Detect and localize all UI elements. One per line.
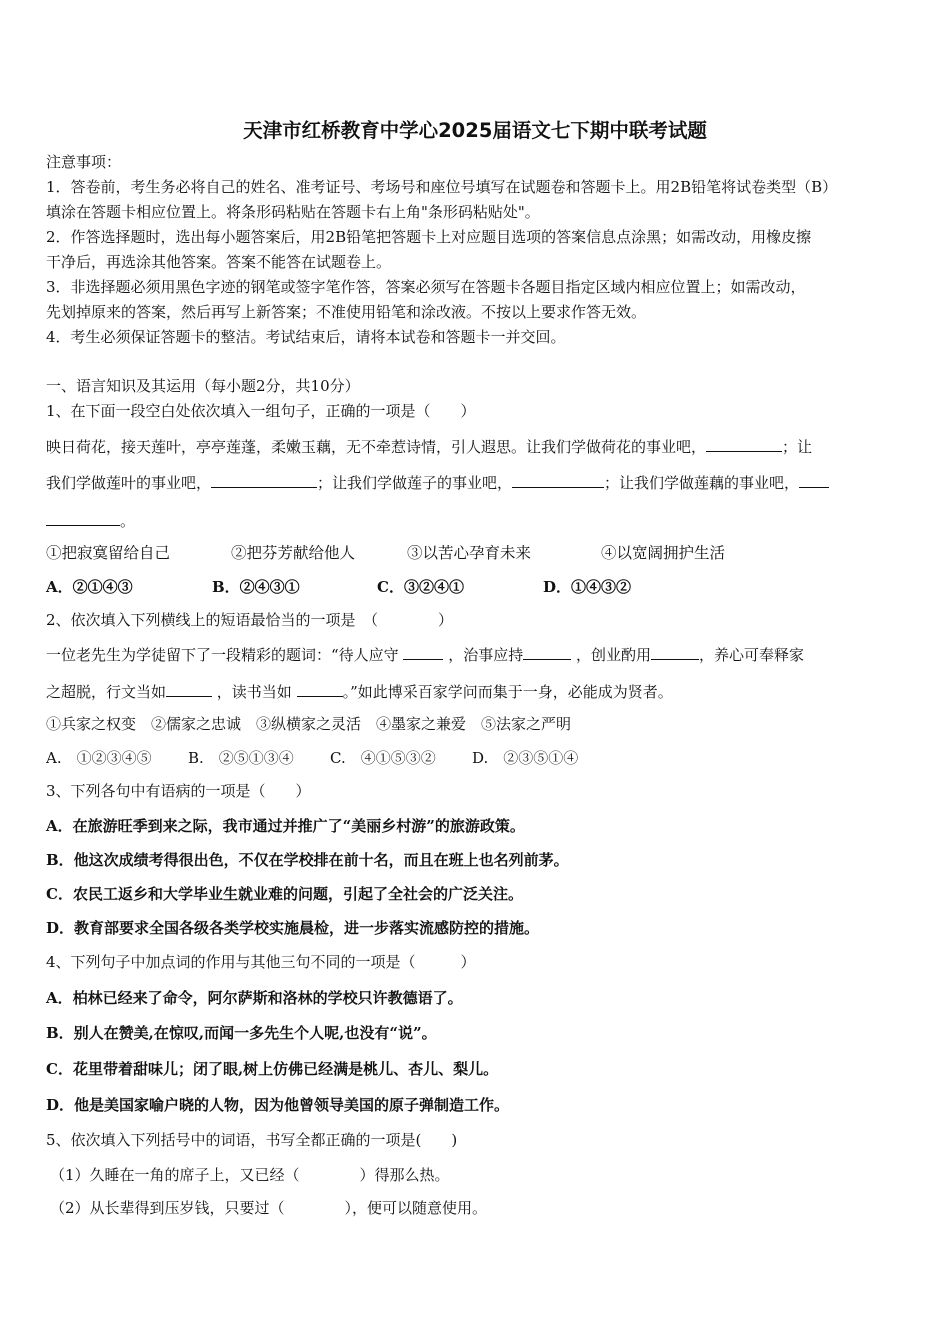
notice-line: 干净后，再选涂其他答案。答案不能答在试题卷上。 — [46, 253, 392, 271]
passage-text: ；让 — [782, 438, 813, 456]
notice-line: 2．作答选择题时，选出每小题答案后，用2B铅笔把答题卡上对应题目选项的答案信息点涂黑；如需改动，用橡皮擦 — [46, 228, 812, 246]
answer-blank[interactable] — [297, 681, 343, 697]
passage-text: 我们学做莲叶的事业吧， — [46, 474, 212, 492]
answer-option[interactable]: D．①④③② — [543, 578, 632, 596]
answer-option[interactable]: D．教育部要求全国各级各类学校实施晨检，进一步落实流感防控的措施。 — [46, 919, 540, 937]
answer-option[interactable]: D. ②③⑤①④ — [472, 749, 579, 767]
passage-text: 。 — [120, 512, 136, 530]
notice-line: 填涂在答题卡相应位置上。将条形码粘贴在答题卡右上角"条形码粘贴处"。 — [46, 203, 540, 221]
answer-blank[interactable] — [706, 436, 782, 452]
passage-text: ；让我们学做莲藕的事业吧， — [604, 474, 800, 492]
answer-blank[interactable] — [799, 472, 829, 488]
question-passage — [46, 472, 829, 493]
answer-option[interactable]: C．农民工返乡和大学毕业生就业难的问题，引起了全社会的广泛关注。 — [46, 885, 523, 903]
passage-text: ，治事应持 — [448, 646, 524, 664]
choice-items: ①兵家之权变 ②儒家之忠诚 ③纵横家之灵活 ④墨家之兼爱 ⑤法家之严明 — [46, 715, 572, 733]
question-stem: 4、下列句子中加点词的作用与其他三句不同的一项是（ ） — [46, 953, 476, 971]
answer-option[interactable]: A．柏林已经来了命令，阿尔萨斯和洛林的学校只许教德语了。 — [46, 989, 463, 1007]
choice-item: ③以苦心孕育未来 — [407, 544, 532, 562]
sub-item: （1）久睡在一角的席子上，又已经（ ）得那么热。 — [50, 1166, 450, 1184]
passage-text: 映日荷花，接天莲叶，亭亭莲蓬，柔嫩玉藕，无不牵惹诗情，引人遐思。让我们学做荷花的事业吧， — [46, 438, 707, 456]
answer-blank[interactable] — [523, 644, 571, 660]
passage-text: ，创业酌用 — [576, 646, 652, 664]
answer-blank[interactable] — [512, 472, 604, 488]
answer-blank[interactable] — [46, 510, 120, 526]
notice-line: 先划掉原来的答案，然后再写上新答案；不准使用铅笔和涂改液。不按以上要求作答无效。 — [46, 303, 647, 321]
choice-item: ②把芬芳献给他人 — [231, 544, 356, 562]
question-stem: 1、在下面一段空白处依次填入一组句子，正确的一项是（ ） — [46, 402, 476, 420]
question-stem: 2、依次填入下列横线上的短语最恰当的一项是 （ ） — [46, 611, 454, 629]
question-passage — [46, 681, 673, 702]
sub-item: （2）从长辈得到压岁钱，只要过（ ），便可以随意使用。 — [50, 1199, 488, 1217]
exam-title: 天津市红桥教育中学心2025届语文七下期中联考试题 — [243, 119, 707, 142]
question-passage — [46, 436, 812, 457]
answer-options — [46, 577, 631, 597]
answer-options — [46, 748, 578, 768]
passage-text: 一位老先生为学徒留下了一段精彩的题词：“待人应守 — [46, 646, 399, 664]
passage-text: ，读书当如 — [216, 683, 292, 701]
notice-heading: 注意事项： — [46, 153, 122, 171]
answer-option[interactable]: B．他这次成绩考得很出色，不仅在学校排在前十名，而且在班上也名列前茅。 — [46, 851, 569, 869]
answer-option[interactable]: A. ①②③④⑤ — [46, 749, 152, 767]
choice-item: ①把寂寞留给自己 — [46, 544, 171, 562]
section-heading: 一、语言知识及其运用（每小题2分，共10分） — [46, 377, 360, 395]
answer-option[interactable]: C. ④①⑤③② — [330, 749, 436, 767]
passage-text: ，养心可奉释家 — [699, 646, 805, 664]
choice-items — [46, 543, 725, 563]
answer-blank[interactable] — [403, 644, 443, 660]
answer-blank[interactable] — [166, 681, 212, 697]
passage-text: 之超脱，行文当如 — [46, 683, 167, 701]
notice-line: 3．非选择题必须用黑色字迹的钢笔或签字笔作答，答案必须写在答题卡各题目指定区域内相应位置上；如需改动， — [46, 278, 806, 296]
answer-option[interactable]: B．别人在赞美,在惊叹,而闻一多先生个人呢,也没有“说”。 — [46, 1024, 437, 1042]
answer-option[interactable]: B．②④③① — [212, 578, 300, 596]
answer-blank[interactable] — [651, 644, 699, 660]
answer-option[interactable]: C．③②④① — [377, 578, 464, 596]
passage-text: ；让我们学做莲子的事业吧， — [317, 474, 513, 492]
answer-option[interactable]: A．在旅游旺季到来之际，我市通过并推广了“美丽乡村游”的旅游政策。 — [46, 817, 525, 835]
notice-line: 1．答卷前，考生务必将自己的姓名、准考证号、考场号和座位号填写在试题卷和答题卡上。用2B铅笔将试卷类型（B） — [46, 178, 838, 196]
answer-blank[interactable] — [211, 472, 317, 488]
question-stem: 3、下列各句中有语病的一项是（ ） — [46, 782, 311, 800]
question-passage — [46, 510, 135, 531]
question-passage — [46, 644, 804, 665]
notice-line: 4．考生必须保证答题卡的整洁。考试结束后，请将本试卷和答题卡一并交回。 — [46, 328, 566, 346]
answer-option[interactable]: B. ②⑤①③④ — [188, 749, 294, 767]
answer-option[interactable]: A．②①④③ — [46, 578, 133, 596]
choice-item: ④以宽阔拥护生活 — [601, 544, 726, 562]
answer-option[interactable]: C．花里带着甜味儿；闭了眼,树上仿佛已经满是桃儿、杏儿、梨儿。 — [46, 1060, 499, 1078]
question-stem: 5、依次填入下列括号中的词语，书写全都正确的一项是( ) — [46, 1131, 458, 1149]
answer-option[interactable]: D．他是美国家喻户晓的人物，因为他曾领导美国的原子弹制造工作。 — [46, 1096, 510, 1114]
passage-text: 。”如此博采百家学问而集于一身，必能成为贤者。 — [342, 683, 673, 701]
